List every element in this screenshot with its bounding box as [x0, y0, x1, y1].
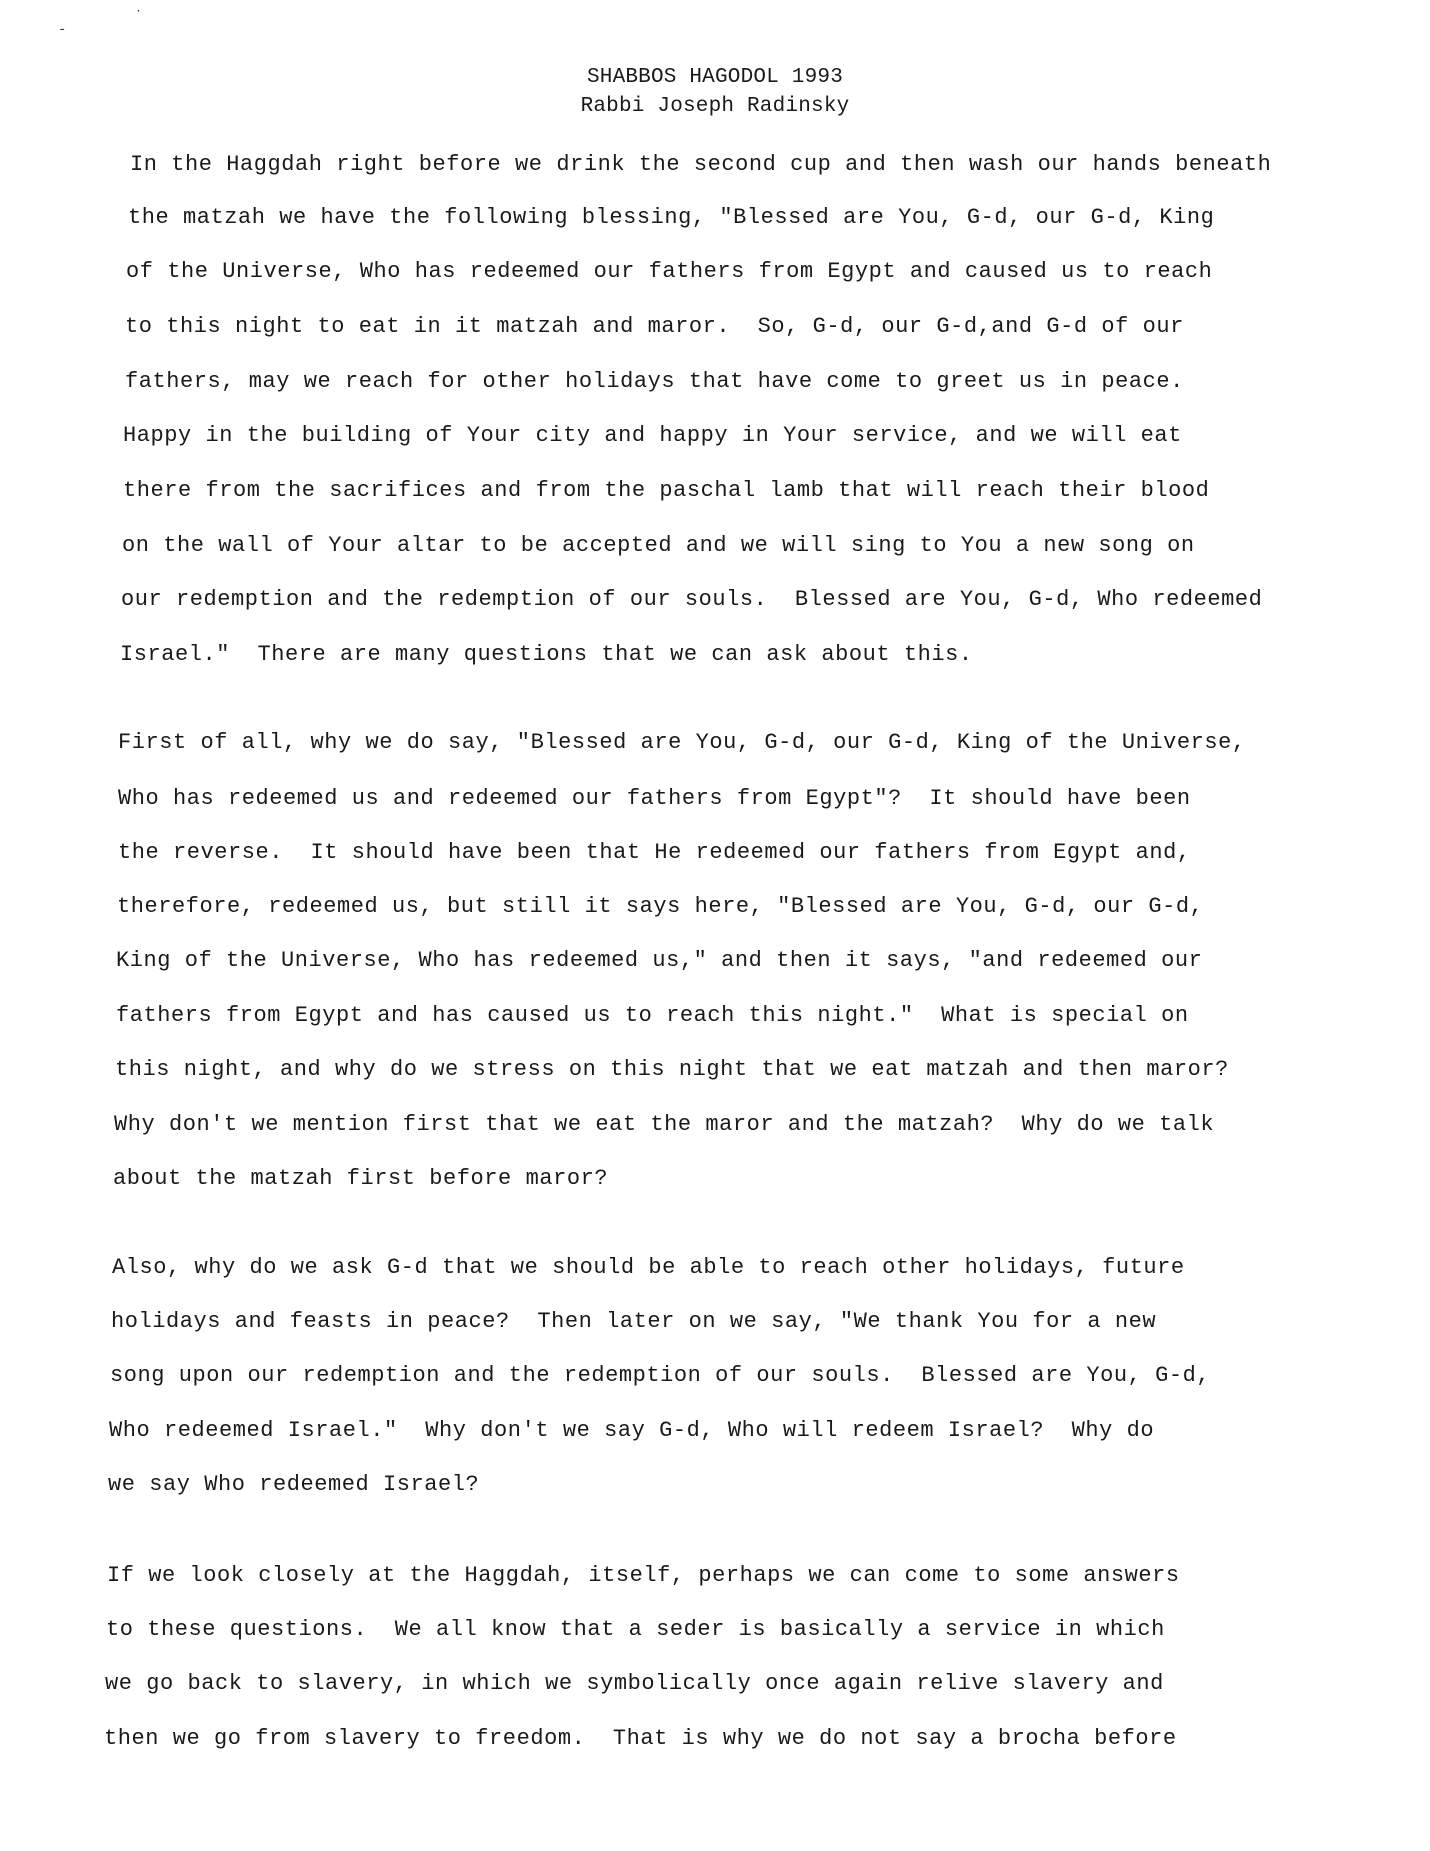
- text-line: to this night to eat in it matzah and maror. So, G-d, our G-d,and G-d of our: [125, 314, 1184, 339]
- text-line: on the wall of Your altar to be accepted and we will sing to You a new song on: [122, 533, 1195, 558]
- text-line: about the matzah first before maror?: [113, 1166, 609, 1191]
- text-line: fathers, may we reach for other holidays that have come to greet us in peace.: [125, 369, 1184, 394]
- text-line: fathers from Egypt and has caused us to reach this night." What is special on: [116, 1003, 1189, 1028]
- text-line: we say Who redeemed Israel?: [108, 1472, 480, 1497]
- document-author: Rabbi Joseph Radinsky: [580, 95, 850, 118]
- text-line: there from the sacrifices and from the paschal lamb that will reach their blood: [123, 478, 1210, 503]
- text-line: Happy in the building of Your city and happy in Your service, and we will eat: [123, 423, 1182, 448]
- text-line: Who redeemed Israel." Why don't we say G-d, Who will redeem Israel? Why do: [109, 1418, 1155, 1443]
- text-line: Israel." There are many questions that we can ask about this.: [120, 642, 973, 667]
- text-line: our redemption and the redemption of our souls. Blessed are You, G-d, Who redeemed: [121, 587, 1263, 612]
- text-line: If we look closely at the Haggdah, itself, perhaps we can come to some answers: [107, 1563, 1180, 1588]
- scan-speck: ˑ: [133, 6, 144, 26]
- text-line: Also, why do we ask G-d that we should be able to reach other holidays, future: [112, 1255, 1185, 1280]
- text-line: then we go from slavery to freedom. That is why we do not say a brocha before: [104, 1726, 1177, 1751]
- text-line: the matzah we have the following blessing, "Blessed are You, G-d, our G-d, King: [128, 205, 1215, 230]
- text-line: song upon our redemption and the redemption of our souls. Blessed are You, G-d,: [110, 1363, 1211, 1388]
- text-line: Who has redeemed us and redeemed our fathers from Egypt"? It should have been: [118, 786, 1191, 811]
- text-line: therefore, redeemed us, but still it says here, "Blessed are You, G-d, our G-d,: [117, 894, 1204, 919]
- text-line: we go back to slavery, in which we symbolically once again relive slavery and: [105, 1671, 1164, 1696]
- text-line: to these questions. We all know that a seder is basically a service in which: [106, 1617, 1165, 1642]
- document-title: SHABBOS HAGODOL 1993: [586, 66, 844, 89]
- text-line: this night, and why do we stress on this night that we eat matzah and then maror?: [115, 1057, 1229, 1082]
- text-line: of the Universe, Who has redeemed our fathers from Egypt and caused us to reach: [126, 259, 1213, 284]
- scan-speck: -: [58, 22, 67, 38]
- text-line: King of the Universe, Who has redeemed us," and then it says, "and redeemed our: [116, 948, 1203, 973]
- text-line: In the Haggdah right before we drink the second cup and then wash our hands beneath: [130, 152, 1272, 177]
- text-line: holidays and feasts in peace? Then later on we say, "We thank You for a new: [111, 1309, 1157, 1334]
- text-line: First of all, why we do say, "Blessed are You, G-d, our G-d, King of the Universe,: [118, 730, 1246, 755]
- text-line: the reverse. It should have been that He redeemed our fathers from Egypt and,: [118, 840, 1191, 865]
- text-line: Why don't we mention first that we eat the maror and the matzah? Why do we talk: [114, 1112, 1215, 1137]
